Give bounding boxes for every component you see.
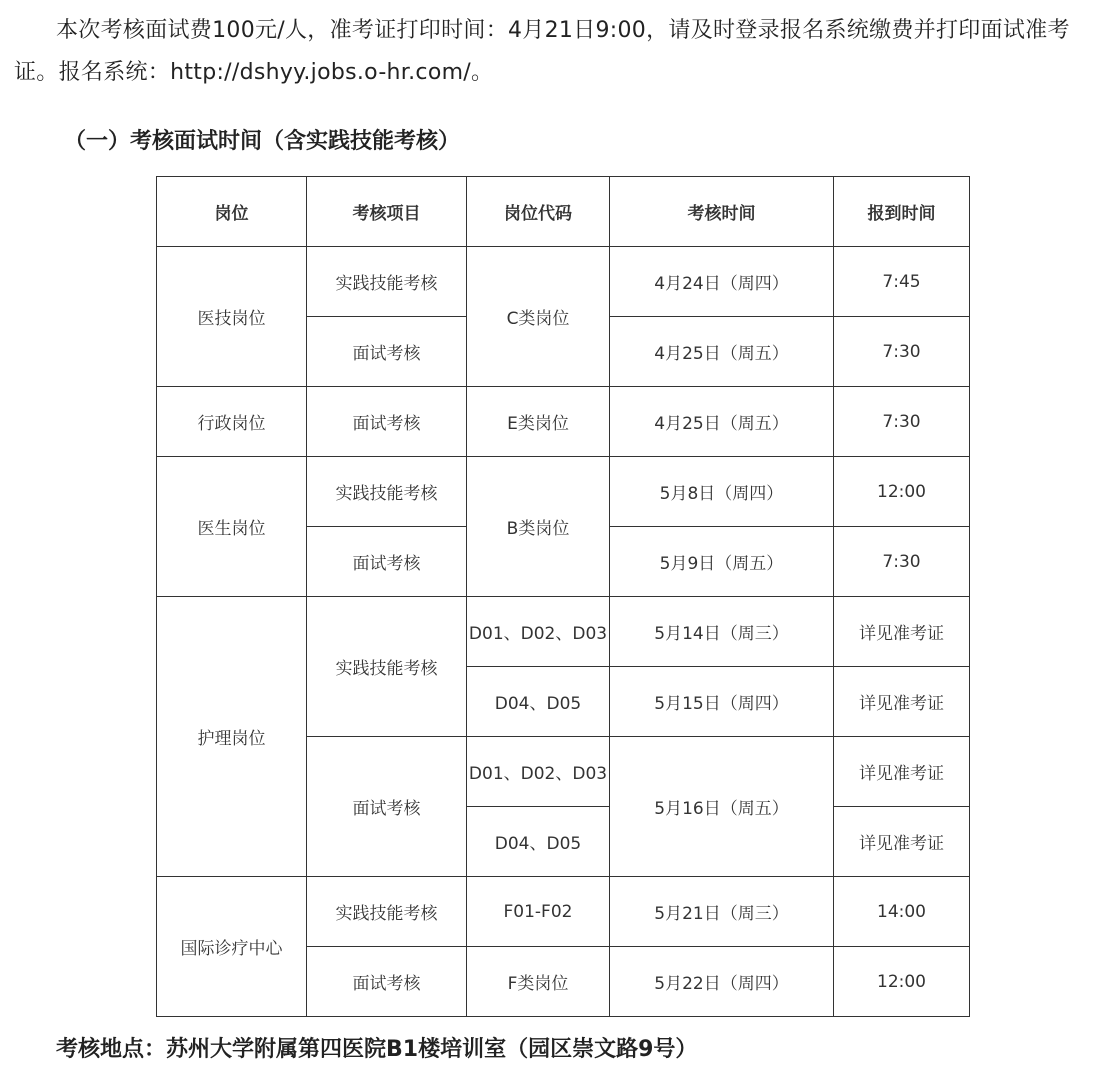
- table-row: [157, 387, 970, 457]
- time-cell: 4月25日（周五）: [610, 317, 834, 387]
- item-cell: 实践技能考核: [307, 457, 467, 527]
- item-cell: 面试考核: [307, 737, 467, 877]
- post-cell: 行政岗位: [157, 387, 307, 457]
- code-cell: D04、D05: [467, 667, 610, 737]
- item-cell: 面试考核: [307, 527, 467, 597]
- report-cell: 详见准考证: [834, 807, 970, 877]
- exam-location: 考核地点：苏州大学附属第四医院B1楼培训室（园区崇文路9号）: [56, 1037, 698, 1062]
- code-cell: E类岗位: [467, 387, 610, 457]
- table-row: [157, 877, 970, 947]
- report-cell: 7:30: [834, 387, 970, 457]
- report-cell: 详见准考证: [834, 597, 970, 667]
- item-cell: 面试考核: [307, 387, 467, 457]
- item-cell: 实践技能考核: [307, 597, 467, 737]
- report-cell: 12:00: [834, 947, 970, 1017]
- table-row: [157, 247, 970, 317]
- report-cell: 7:45: [834, 247, 970, 317]
- time-cell: 5月21日（周三）: [610, 877, 834, 947]
- report-cell: 详见准考证: [834, 667, 970, 737]
- code-cell: B类岗位: [467, 457, 610, 597]
- header-post: 岗位: [157, 177, 307, 247]
- code-cell: C类岗位: [467, 247, 610, 387]
- exam-schedule-table: [156, 176, 970, 1017]
- code-cell: D01、D02、D03: [467, 597, 610, 667]
- table-header-row: [157, 177, 970, 247]
- intro-paragraph: 本次考核面试费100元/人，准考证打印时间：4月21日9:00，请及时登录报名系统缴费并打印面试准考证。报名系统：http://dshyy.jobs.o-hr.com/。: [14, 18, 1070, 85]
- time-cell: 5月8日（周四）: [610, 457, 834, 527]
- post-cell: 医生岗位: [157, 457, 307, 597]
- time-cell: 5月15日（周四）: [610, 667, 834, 737]
- code-cell: D04、D05: [467, 807, 610, 877]
- header-code: 岗位代码: [467, 177, 610, 247]
- header-time: 考核时间: [610, 177, 834, 247]
- item-cell: 实践技能考核: [307, 247, 467, 317]
- report-cell: 详见准考证: [834, 737, 970, 807]
- time-cell: 5月14日（周三）: [610, 597, 834, 667]
- report-cell: 12:00: [834, 457, 970, 527]
- time-cell: 4月24日（周四）: [610, 247, 834, 317]
- time-cell: 4月25日（周五）: [610, 387, 834, 457]
- report-cell: 7:30: [834, 527, 970, 597]
- code-cell: F01-F02: [467, 877, 610, 947]
- post-cell: 护理岗位: [157, 597, 307, 877]
- post-cell: 医技岗位: [157, 247, 307, 387]
- code-cell: D01、D02、D03: [467, 737, 610, 807]
- table-row: [157, 597, 970, 667]
- post-cell: 国际诊疗中心: [157, 877, 307, 1017]
- time-cell: 5月16日（周五）: [610, 737, 834, 877]
- code-cell: F类岗位: [467, 947, 610, 1017]
- header-item: 考核项目: [307, 177, 467, 247]
- table-row: [157, 457, 970, 527]
- header-report: 报到时间: [834, 177, 970, 247]
- section-title: （一）考核面试时间（含实践技能考核）: [64, 129, 461, 154]
- time-cell: 5月22日（周四）: [610, 947, 834, 1017]
- report-cell: 14:00: [834, 877, 970, 947]
- report-cell: 7:30: [834, 317, 970, 387]
- item-cell: 面试考核: [307, 317, 467, 387]
- item-cell: 实践技能考核: [307, 877, 467, 947]
- item-cell: 面试考核: [307, 947, 467, 1017]
- time-cell: 5月9日（周五）: [610, 527, 834, 597]
